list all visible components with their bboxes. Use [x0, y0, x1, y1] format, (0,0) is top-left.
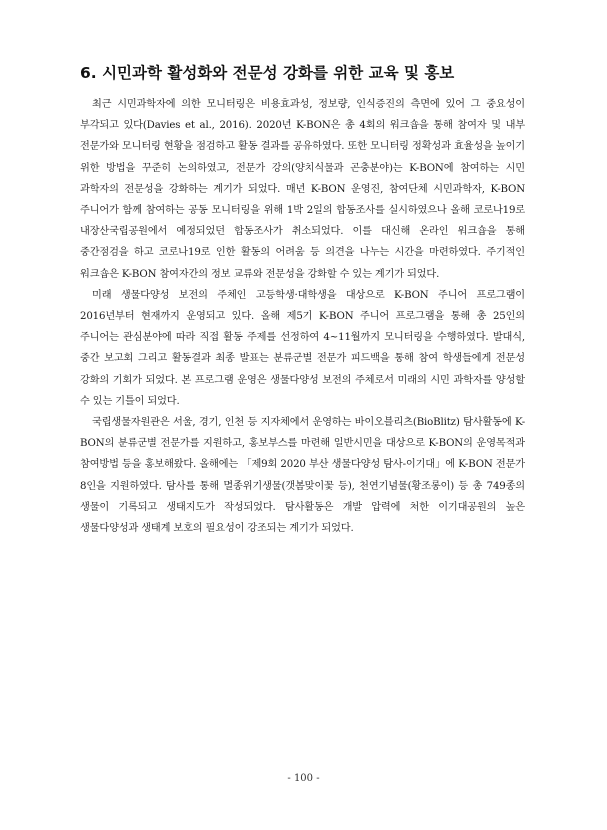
- section-heading: 6. 시민과학 활성화와 전문성 강화를 위한 교육 및 홍보: [80, 64, 455, 82]
- paragraph-junior-program: 미래 생물다양성 보전의 주체인 고등학생·대학생을 대상으로 K-BON 주니어 프로그램이 2016년부터 현재까지 운영되고 있다. 올해 제5기 K-BON 주니어 프로그램을 통해 총 25인의 주니어는 관심분야에 따라 직접 활동 주제를 선정하여 4~11월까지 모니터링을 수행하였다. 발대식, 중간 보고회 그리고 활동결과 최종 발표는 분류군별 전문가 피드백을 통해 참여 학생들에게 전문성 강화의 기회가 되었다. 본 프로그램 운영은 생물다양성 보전의 주체로서 미래의 시민 과학자를 양성할 수 있는 기틀이 되었다.: [80, 289, 525, 407]
- page-number: - 100 -: [287, 773, 320, 784]
- body-text: [80, 94, 525, 539]
- paragraph-bioblitz: 국립생물자원관은 서울, 경기, 인천 등 지자체에서 운영하는 바이오블리츠(BioBlitz) 탐사활동에 K-BON의 분류군별 전문가를 지원하고, 홍보부스를 마련해 일반시민을 대상으로 K-BON의 운영목적과 참여방법 등을 홍보해왔다. 올해에는 「제9회 2020 부산 생물다양성 탐사-이기대」에 K-BON 전문가 8인을 지원하였다. 탐사를 통해 멸종위기생물(갯봄맞이꽃 등), 천연기념물(황조롱이) 등 총 749종의 생물이 기록되고 생태지도가 작성되었다. 탐사활동은 개발 압력에 처한 이기대공원의 높은 생물다양성과 생태계 보호의 필요성이 강조되는 계기가 되었다.: [80, 417, 525, 535]
- paragraph-workshops: 최근 시민과학자에 의한 모니터링은 비용효과성, 정보량, 인식증진의 측면에 있어 그 중요성이 부각되고 있다(Davies et al., 2016). 2020년 K-BON은 총 4회의 워크숍을 통해 참여자 및 내부 전문가와 모니터링 현황을 점검하고 활동 결과를 공유하였다. 또한 모니터링 정확성과 효율성을 높이기 위한 방법을 꾸준히 논의하였고, 전문가 강의(양치식물과 곤충분야)는 K-BON에 참여하는 시민 과학자의 전문성을 강화하는 계기가 되었다. 매년 K-BON 운영진, 참여단체 시민과학자, K-BON 주니어가 함께 참여하는 공동 모니터링을 위해 1박 2일의 합동조사를 실시하였으나 올해 코로나19로 내장산국립공원에서 예정되었던 합동조사가 취소되었다. 이를 대신해 온라인 워크숍을 통해 중간점검을 하고 코로나19로 인한 활동의 어려움 등 의견을 나누는 시간을 마련하였다. 주기적인 워크숍은 K-BON 참여자간의 정보 교류와 전문성을 강화할 수 있는 계기가 되었다.: [80, 99, 525, 280]
